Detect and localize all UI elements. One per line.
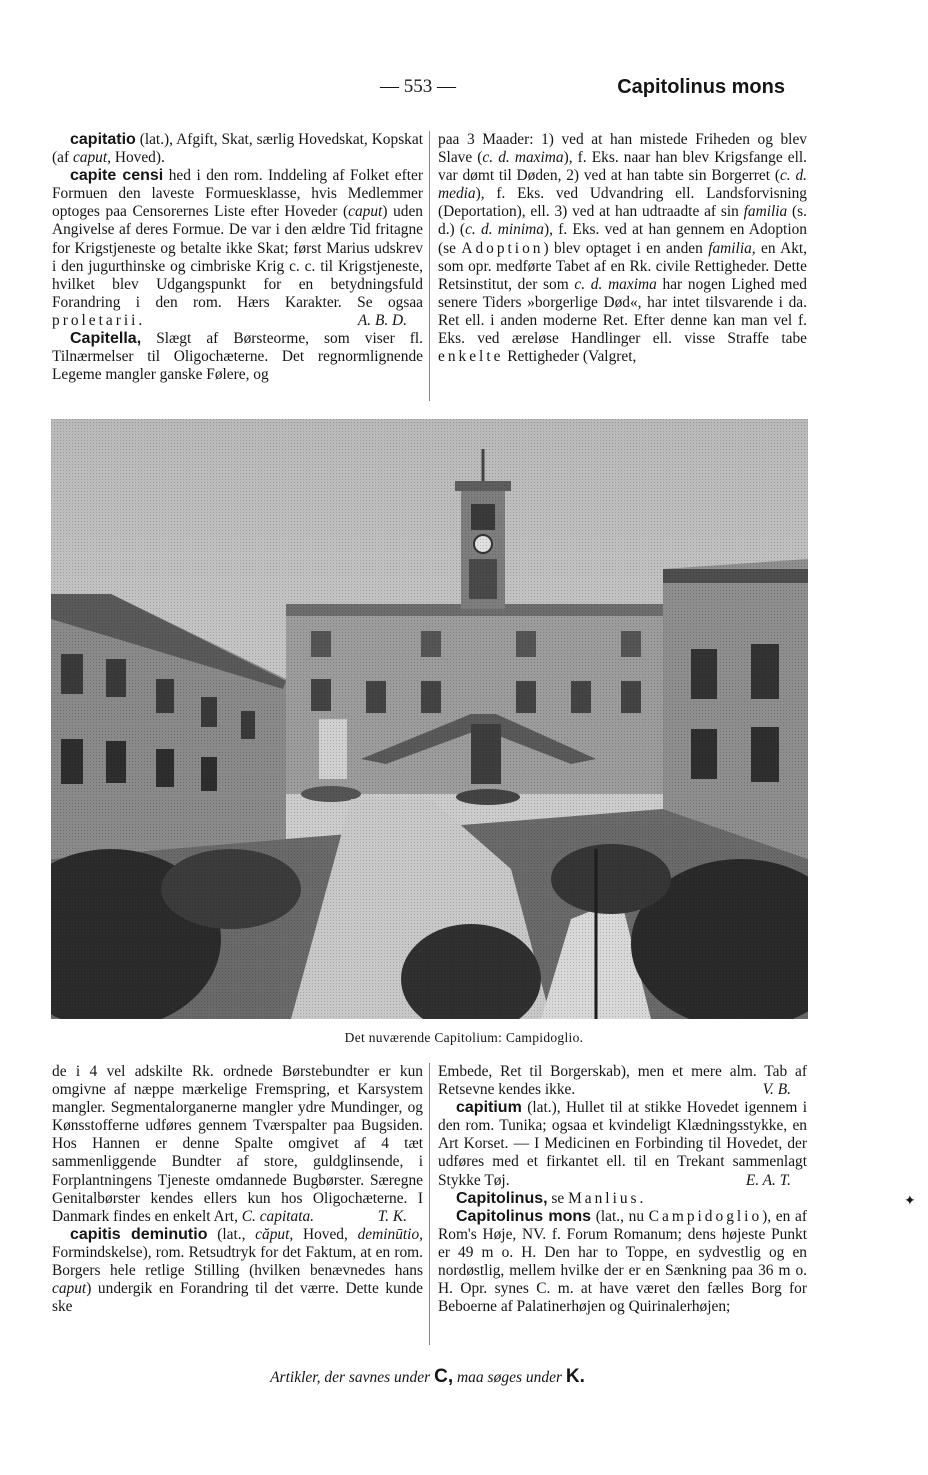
author-signature: V. B. <box>762 1081 791 1099</box>
column-divider <box>429 1063 430 1345</box>
entry-capitolinus-mons: Capitolinus mons (lat., nu Campidoglio), en af Rom's Høje, NV. f. Forum Romanum; dens højeste Punkt er 49 m o. H. Den har to Toppe, en sydvestlig og en nordøstlig, mellem hvilke der er en Sænkning paa 36 m o. H. Opr. synes C. m. at have været den fælles Borg for Beboerne af Palatinerhøjen og Quirinalerhøjen; <box>438 1207 807 1316</box>
entry-capitella: Capitella, Slægt af Børsteorme, som viser fl. Tilnærmelser til Oligochæterne. Det regnormlignende Legeme mangler ganske Følere, og <box>52 330 423 384</box>
entry-capitis-deminutio: capitis deminutio (lat., căput, Hoved, deminūtio, Formindskelse), rom. Retsudtryk for det Faktum, at en rom. Borgers hele retlige Stilling (hvilken benævnedes hans caput) undergik en Forandring til det værre. Dette kunde ske <box>52 1225 423 1316</box>
continuation-text: Embede, Ret til Borgerskab), men et mere alm. Tab af Retsevne kendes ikke. V. B. <box>438 1063 807 1099</box>
entry-capitolinus: Capitolinus, se Manlius. <box>456 1189 647 1207</box>
margin-mark-icon: ✦ <box>904 1193 916 1209</box>
figure-caption: Det nuværende Capitolium: Campidoglio. <box>344 1030 584 1045</box>
author-signature: E. A. T. <box>745 1171 791 1189</box>
right-column-bottom <box>438 1063 807 1316</box>
left-column-bottom <box>52 1063 423 1316</box>
campidoglio-photo <box>51 419 808 1019</box>
left-column-top <box>52 131 423 384</box>
headword: capite censi <box>70 167 164 185</box>
right-column-top <box>438 131 807 366</box>
entry-capitium: capitium (lat.), Hullet til at stikke Hovedet igennem i den rom. Tunika; ogsaa et kvindeligt Klædningsstykke, en Art Korset. — I Medicinen en Forbinding til Hovedet, der udføres med et firkantet ell. til en Trekant sammenlagt Stykke Tøj. E. A. T. <box>438 1099 807 1189</box>
headword: Capitolinus, <box>456 1189 548 1207</box>
headword: capitium <box>456 1099 522 1117</box>
author-signature: T. K. <box>377 1207 407 1225</box>
author-signature: A. B. D. <box>357 311 407 329</box>
footer-note: Artikler, der savnes under C, maa søges under K. <box>270 1366 585 1387</box>
column-divider <box>429 131 430 401</box>
entry-capite-censi: capite censi hed i den rom. Inddeling af Folket efter Formuen den laveste Formuesklasse, hvis Medlemmer optoges paa Censorernes Liste efter Hoveder (caput) uden Angivelse af deres Formue. De var i den ældre Tid fritagne for Krigstjeneste og betalte ikke Skat; først Marius udskrev i den jugurthinske og cimbriske Krig c. c. til Krigstjeneste, hvilket blev Udgangspunkt for en betydningsfuld Forandring i den rom. Hærs Karakter. Se ogsaa proletarii. A. B. D. <box>52 167 423 329</box>
entry-capitatio: capitatio (lat.), Afgift, Skat, særlig Hovedskat, Kopskat (af caput, Hoved). <box>52 131 423 167</box>
running-title: Capitolinus mons <box>617 76 785 98</box>
headword: Capitella, <box>70 330 142 348</box>
continuation-text: de i 4 vel adskilte Rk. ordnede Børstebundter er kun omgivne af næppe mærkelige Fremspring, et Karsystem mangler. Segmentalorganerne mangler ydre Mundinger, og Kønsstofferne udføres gennem Tværspalter paa Bugsiden. Hos Hannen er denne Spalte omgivet af 4 tæt sammenliggende Bundter af store, guldglinsende, i Forplantningens Tjeneste omdannede Bugbørster. Særegne Genitalbørster kendes ellers kun hos Oligochæterne. I Danmark findes en enkelt Art, C. capitata. T. K. <box>52 1063 423 1225</box>
continuation-text: paa 3 Maader: 1) ved at han mistede Friheden og blev Slave (c. d. maxima), f. Eks. naar han blev Krigsfange ell. var dømt til Døden, 2) ved at han tabte sin Borgerret (c. d. media), f. Eks. ved Udvandring ell. Landsforvisning (Deportation), ell. 3) ved at han udtraadte af sin familia (s. d.) (c. d. minima), f. Eks. ved at han gennem en Adoption (se Adoption) blev optaget i en anden familia, en Akt, som opr. medførte Tabet af en Rk. civile Rettigheder. Dette Retsinstitut, der som c. d. maxima har nogen Lighed med senere Tiders »borgerlige Død«, har intet tilsvarende i da. Ret ell. i anden moderne Ret. Efter denne kan man vel f. Eks. ved æreløse Handlinger ell. visse Straffe tabe enkelte Rettigheder (Valgret, <box>438 131 808 366</box>
headword: Capitolinus mons <box>456 1207 592 1225</box>
headword: capitis deminutio <box>70 1225 208 1243</box>
page-number: — 553 — <box>380 76 456 97</box>
headword: capitatio <box>70 131 136 148</box>
